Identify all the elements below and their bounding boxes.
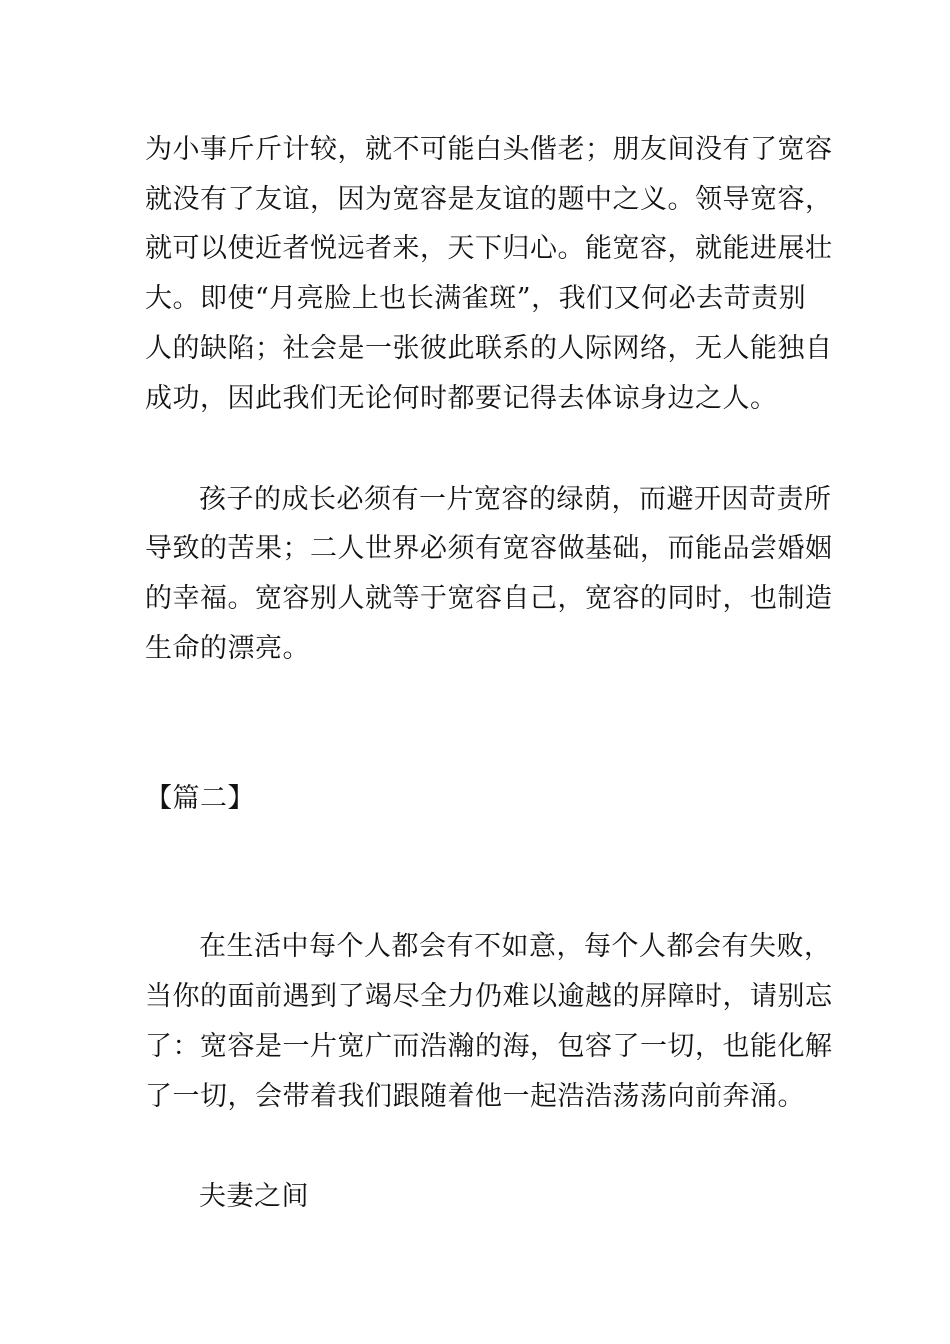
text-line: 就没有了友谊，因为宽容是友谊的题中之义。领导宽容， — [145, 184, 833, 215]
text-line: 生命的漂亮。 — [145, 633, 310, 664]
text-line: 了一切，会带着我们跟随着他一起浩浩荡荡向前奔涌。 — [145, 1081, 805, 1112]
section-heading: 【篇二】 — [145, 783, 255, 814]
text-line: 当你的面前遇到了竭尽全力仍难以逾越的屏障时，请别忘 — [145, 981, 833, 1012]
text-line: 成功，因此我们无论何时都要记得去体谅身边之人。 — [145, 383, 778, 414]
text-line: 人的缺陷；社会是一张彼此联系的人际网络，无人能独自 — [145, 333, 833, 364]
text-line: 为小事斤斤计较，就不可能白头偕老；朋友间没有了宽容 — [145, 134, 833, 165]
text-line: 导致的苦果；二人世界必须有宽容做基础，而能品尝婚姻 — [145, 533, 833, 564]
text-line: 在生活中每个人都会有不如意，每个人都会有失败， — [199, 931, 832, 962]
text-line: 就可以使近者悦远者来，天下归心。能宽容，就能进展壮 — [145, 233, 833, 264]
text-line: 的幸福。宽容别人就等于宽容自己，宽容的同时，也制造 — [145, 583, 833, 614]
text-line: 夫妻之间 — [199, 1181, 309, 1212]
text-line: 了：宽容是一片宽广而浩瀚的海，包容了一切，也能化解 — [145, 1031, 833, 1062]
text-line: 孩子的成长必须有一片宽容的绿荫，而避开因苛责所 — [199, 484, 832, 515]
text-line: 大。即使“月亮脸上也长满雀斑”，我们又何必去苛责别 — [145, 283, 807, 314]
